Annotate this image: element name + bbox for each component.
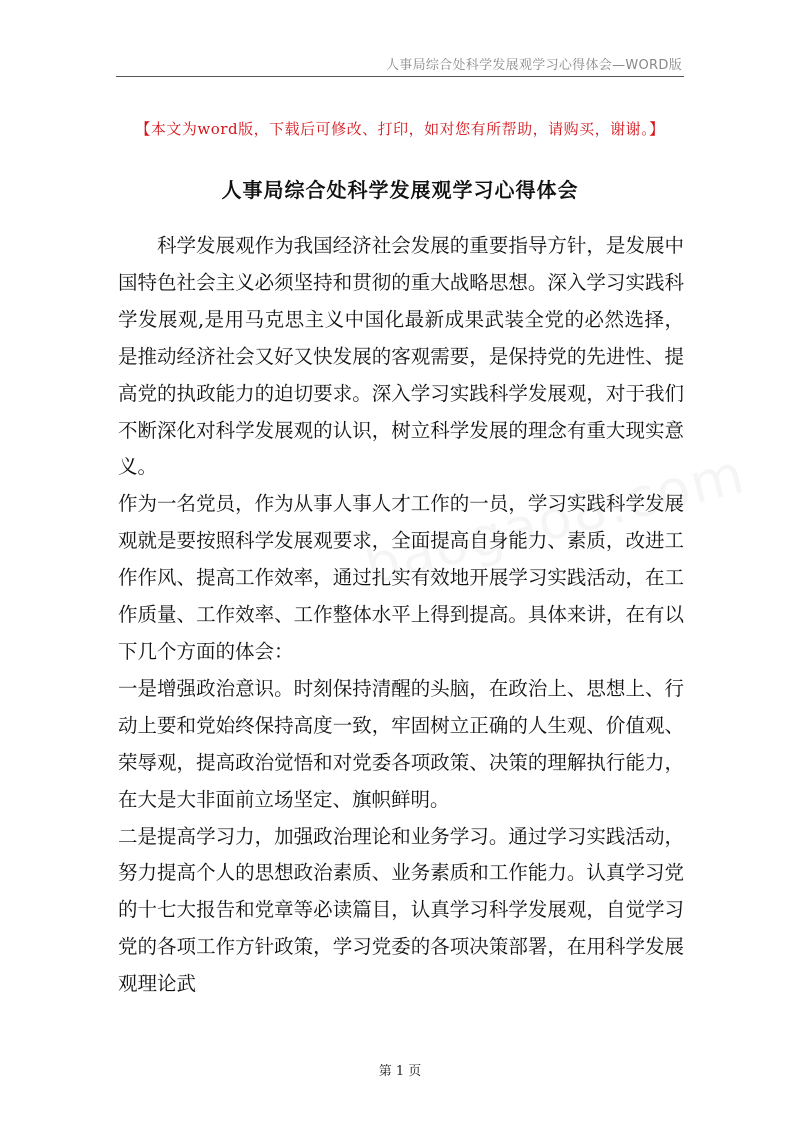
running-header: 人事局综合处科学发展观学习心得体会—WORD版 — [385, 58, 682, 73]
paragraph-point-two: 二是提高学习力，加强政治理论和业务学习。通过学习实践活动，努力提高个人的思想政治素质、业务素质和工作能力。认真学习党的十七大报告和党章等必读篇目，认真学习科学发展观，自觉学习党的各项工作方针政策，学习党委的各项决策部署，在用科学发展观理论武 — [118, 824, 684, 996]
page-number: 第 1 页 — [378, 1064, 422, 1079]
document-body — [118, 228, 684, 1003]
document-title: 人事局综合处科学发展观学习心得体会 — [221, 178, 579, 202]
purchase-notice: 【本文为word版，下载后可修改、打印，如对您有所帮助，请购买，谢谢。】 — [135, 120, 665, 138]
paragraph-role: 作为一名党员，作为从事人事人才工作的一员，学习实践科学发展观就是要按照科学发展观要求，全面提高自身能力、素质，改进工作作风、提高工作效率，通过扎实有效地开展学习实践活动，在工作质量、工作效率、工作整体水平上得到提高。具体来讲，在有以下几个方面的体会： — [118, 492, 684, 663]
paragraph-intro: 科学发展观作为我国经济社会发展的重要指导方针，是发展中国特色社会主义必须坚持和贯彻的重大战略思想。深入学习实践科学发展观,是用马克思主义中国化最新成果武装全党的必然选择，是推动经济社会又好又快发展的客观需要，是保持党的先进性、提高党的执政能力的迫切要求。深入学习实践科学发展观，对于我们不断深化对科学发展观的认识，树立科学发展的理念有重大现实意义。 — [118, 234, 684, 479]
paragraph-point-one: 一是增强政治意识。时刻保持清醒的头脑，在政治上、思想上、行动上要和党始终保持高度一致，牢固树立正确的人生观、价值观、荣辱观，提高政治觉悟和对党委各项政策、决策的理解执行能力，在大是大非面前立场坚定、旗帜鲜明。 — [118, 676, 684, 811]
header-divider — [116, 76, 684, 77]
